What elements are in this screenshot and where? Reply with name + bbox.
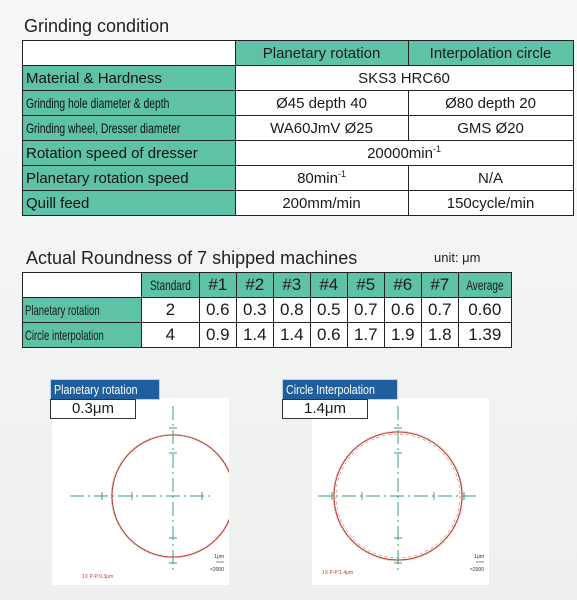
table-row [23,298,512,323]
wheel-planetary-value: WA60JmV Ø25 [235,116,408,141]
col-header-average: Average [458,273,511,298]
cell-standard: 4 [141,323,199,348]
table-header-row [23,41,574,66]
dresser-value: $20000\min^{-1}$ [235,141,573,166]
col-header-7: #7 [421,273,458,298]
roundness-plot-svg [312,398,489,585]
wheel-interpolation-value: GMS Ø20 [408,116,573,141]
cell: 0.6 [384,298,421,323]
badge-interpolation: Circle Interpolation [282,379,398,400]
roundness-plot-interpolation [312,398,489,585]
cell: 0.3 [236,298,273,323]
table-row [23,91,574,116]
table-corner-cell [23,273,142,298]
row-label-circle: Circle interpolation [23,323,142,348]
cell-average: 0.60 [458,298,511,323]
grinding-condition-table [22,40,574,216]
cell: 1.8 [421,323,458,348]
scale-label: 1μm [474,554,484,560]
col-header-5: #5 [347,273,384,298]
cell: 0.7 [421,298,458,323]
material-value: SKS3 HRC60 [235,66,573,91]
cell: 0.8 [273,298,310,323]
cell: 1.4 [236,323,273,348]
cell-standard: 2 [141,298,199,323]
row-label-quill: Quill feed [23,191,236,216]
scale-label: 1μm [214,554,224,560]
roundness-plot-planetary [52,398,229,585]
cell: 0.9 [199,323,236,348]
badge-planetary: Planetary rotation [50,379,160,400]
table-row [23,141,574,166]
row-label-hole: Grinding hole diameter & depth [23,91,236,116]
table-row [23,116,574,141]
row-label-wheel: Grinding wheel, Dresser diameter [23,116,236,141]
row-label-dresser: Rotation speed of dresser [23,141,236,166]
table-corner-cell [23,41,236,66]
cell: 0.5 [310,298,347,323]
row-label-planetary-speed: Planetary rotation speed [23,166,236,191]
cell: 1.4 [273,323,310,348]
table-row [23,323,512,348]
cell-average: 1.39 [458,323,511,348]
planetary-speed-interpolation-value: N/A [408,166,573,191]
cell: 0.6 [199,298,236,323]
planetary-speed-value: $80\min^{-1}$ [235,166,408,191]
cell: 1.9 [384,323,421,348]
col-header-2: #2 [236,273,273,298]
col-header-1: #1 [199,273,236,298]
roundness-header-row [23,273,512,298]
scale-magnification: ×2000 [209,567,224,573]
col-header-6: #6 [384,273,421,298]
plot-footer: 1X P-P:0.3μm [82,574,114,580]
table-row [23,66,574,91]
roundness-title: Actual Roundness of 7 shipped machines [26,248,358,268]
row-label-material: Material & Hardness [23,66,236,91]
cell: 1.7 [347,323,384,348]
roundness-plot-svg [52,398,229,585]
value-box-interpolation: 1.4μm [282,399,368,419]
hole-interpolation-value: Ø80 depth 20 [408,91,573,116]
row-label-planetary: Planetary rotation [23,298,142,323]
unit-label: unit: μm [434,250,481,265]
col-header-standard: Standard [141,273,199,298]
plot-footer: 1X P-P:1.4μm [322,570,354,576]
value-box-planetary: 0.3μm [50,399,136,419]
cell: 0.7 [347,298,384,323]
hole-planetary-value: Ø45 depth 40 [235,91,408,116]
col-header-3: #3 [273,273,310,298]
col-header-planetary: Planetary rotation [235,41,408,66]
cell: 0.6 [310,323,347,348]
roundness-table [22,272,512,348]
table-row [23,166,574,191]
quill-interpolation-value: 150cycle/min [408,191,573,216]
col-header-4: #4 [310,273,347,298]
col-header-interpolation: Interpolation circle [408,41,573,66]
grinding-title: Grinding condition [24,16,170,36]
scale-magnification: ×2000 [469,567,484,573]
quill-planetary-value: 200mm/min [235,191,408,216]
table-row [23,191,574,216]
